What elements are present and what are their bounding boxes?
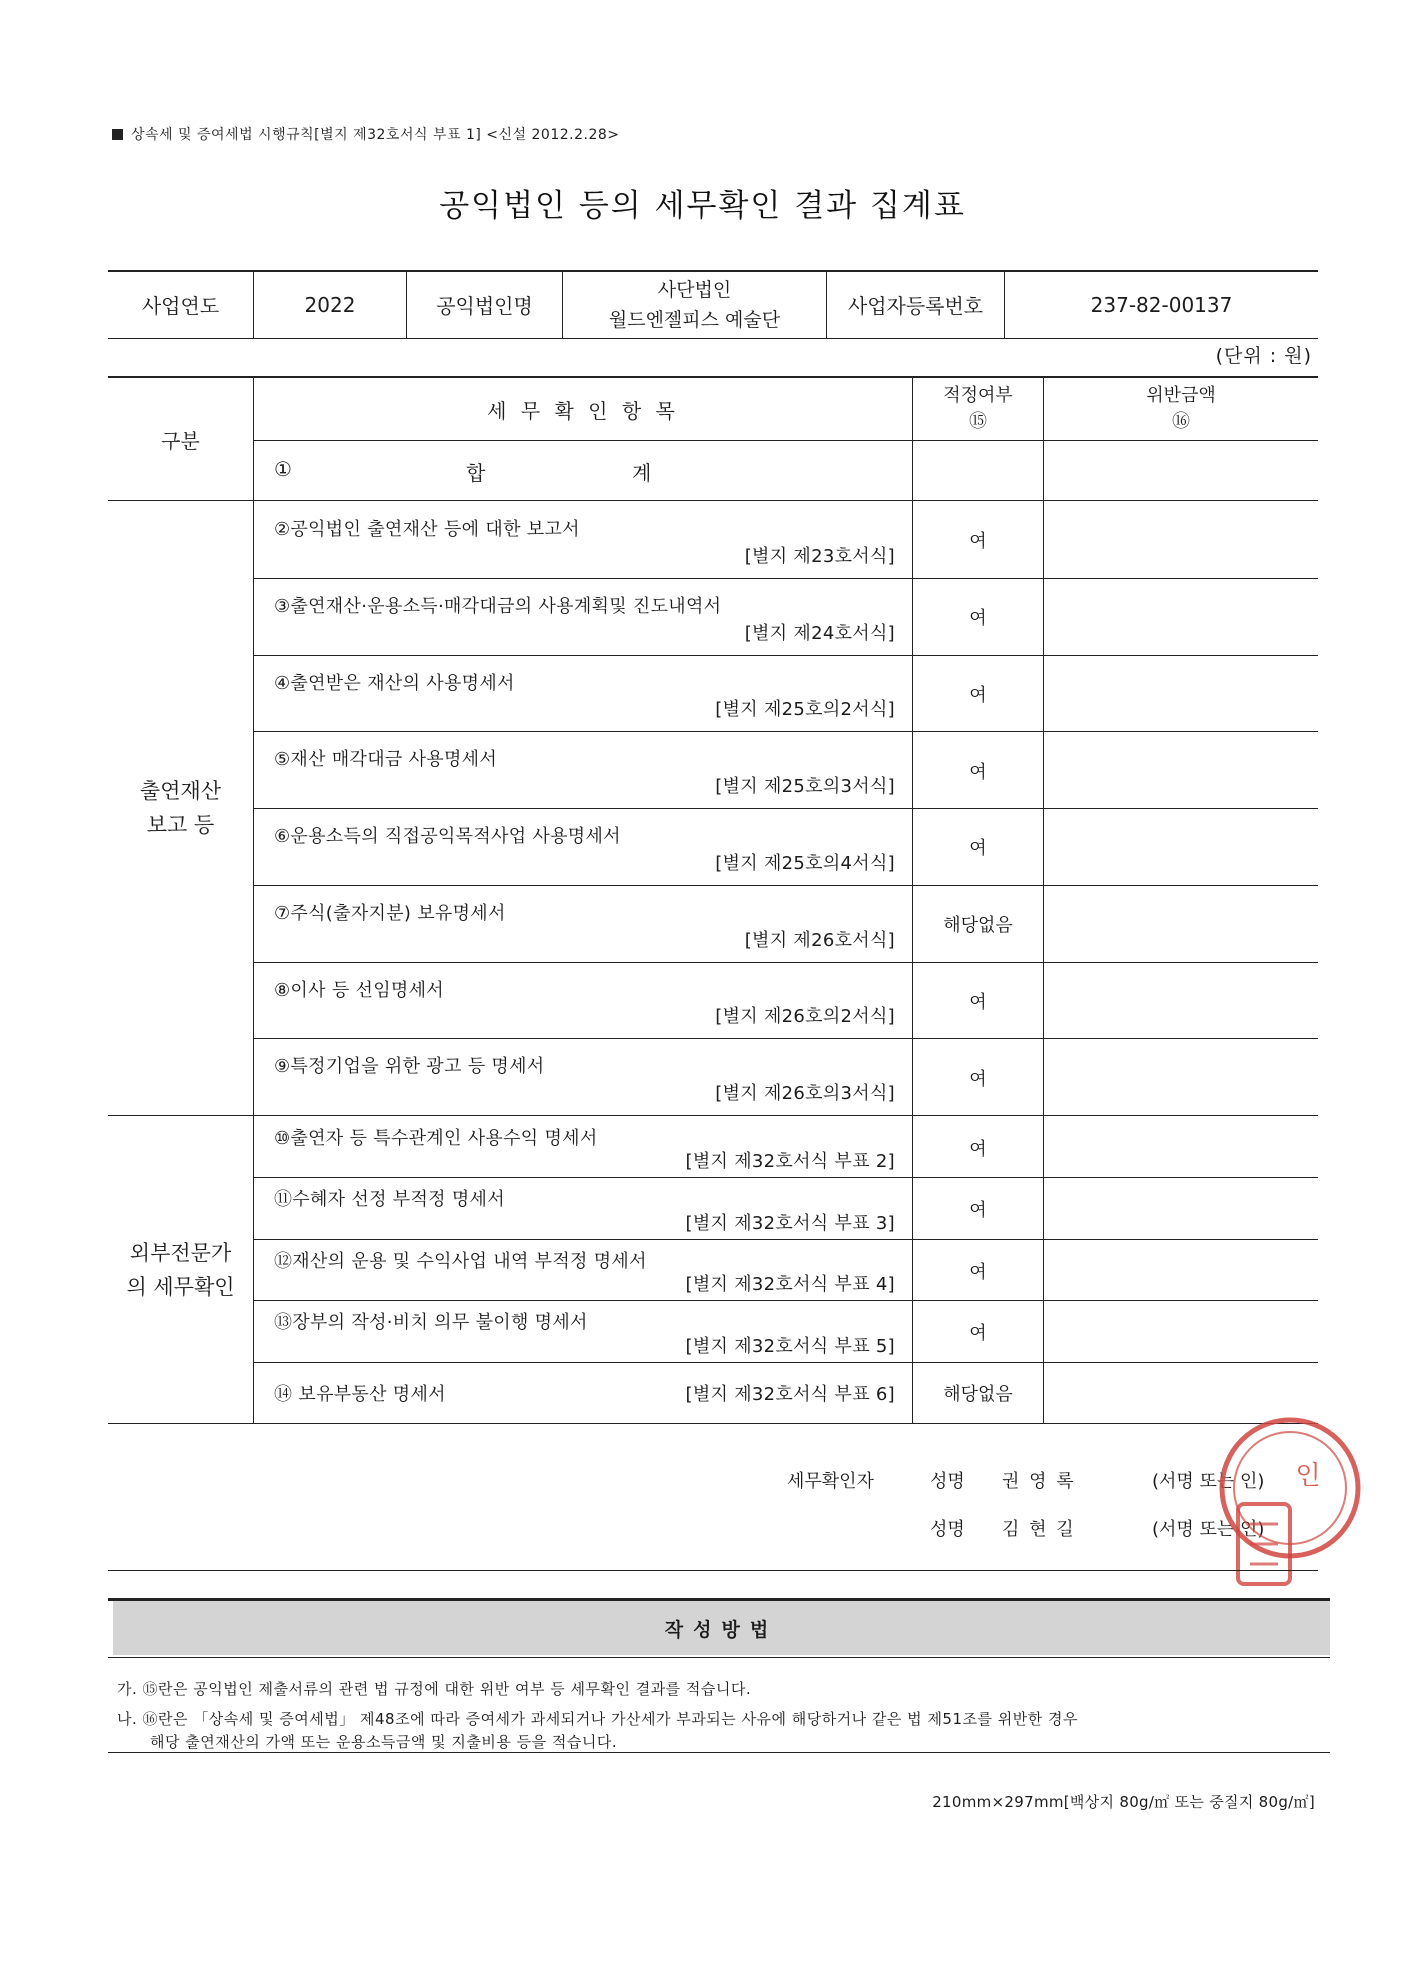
registration-label: 사업자등록번호 xyxy=(847,294,984,318)
item-fit-value: 여 xyxy=(969,608,987,629)
item-title: ⑦주식(출자지분) 보유명세서 xyxy=(274,903,506,924)
item-form-ref: [별지 제25호의3서식] xyxy=(715,776,895,797)
org-name-label: 공익법인명 xyxy=(436,294,533,318)
legal-reference xyxy=(112,124,620,144)
item-form-ref: [별지 제32호서식 부표 2] xyxy=(685,1151,895,1172)
note-b-line2: 해당 출연재산의 가액 또는 운용소득금액 및 지출비용 등을 적습니다. xyxy=(150,1733,618,1751)
year-value: 2022 xyxy=(304,292,356,317)
item-form-ref: [별지 제32호서식 부표 3] xyxy=(685,1213,895,1234)
year-label: 사업연도 xyxy=(141,294,220,318)
reviewer1-name-label: 성명 xyxy=(930,1471,965,1492)
item-form-ref: [별지 제24호서식] xyxy=(744,623,895,644)
org-name-line1: 사단법인 xyxy=(657,278,732,301)
seal-graphic xyxy=(1180,1406,1380,1591)
row-separator xyxy=(254,1115,1318,1116)
row-separator xyxy=(254,731,1318,732)
row-separator xyxy=(254,1038,1318,1039)
reviewer2-sign-hint: (서명 또는 인) xyxy=(1152,1519,1265,1540)
svg-text:인: 인 xyxy=(1295,1461,1321,1491)
item-form-ref: [별지 제32호서식 부표 5] xyxy=(685,1336,895,1357)
amount-column-divider xyxy=(1043,378,1044,1423)
item-title: ⑥운용소득의 직접공익목적사업 사용명세서 xyxy=(274,826,621,847)
signature-bottom-rule xyxy=(108,1570,1318,1571)
item-fit-value: 여 xyxy=(969,838,987,859)
category-header: 구분 xyxy=(161,428,200,453)
item-title: ⑭ 보유부동산 명세서 xyxy=(274,1384,446,1405)
row-separator xyxy=(254,1177,1318,1178)
org-name-line2: 월드엔젤피스 예술단 xyxy=(608,308,781,331)
item-title: ⑪수혜자 선정 부적정 명세서 xyxy=(274,1189,505,1210)
method-bottom-rule xyxy=(108,1752,1330,1753)
row-separator xyxy=(254,808,1318,809)
registration-value: 237-82-00137 xyxy=(1090,292,1233,317)
row-separator xyxy=(254,1239,1318,1240)
row-separator xyxy=(254,962,1318,963)
total-number: ① xyxy=(274,457,292,481)
item-title: ⑬장부의 작성·비치 의무 불이행 명세서 xyxy=(274,1312,588,1333)
amount-header xyxy=(1044,378,1318,440)
item-form-ref: [별지 제26호서식] xyxy=(744,930,895,951)
method-heading: 작성방법 xyxy=(113,1601,1330,1655)
item-fit-value: 여 xyxy=(969,1323,987,1344)
item-form-ref: [별지 제32호서식 부표 6] xyxy=(685,1384,895,1405)
item-fit-value: 해당없음 xyxy=(943,915,1013,936)
info-bottom-rule xyxy=(108,338,1318,339)
reviewer1-sign-hint: (서명 또는 인) xyxy=(1152,1471,1265,1492)
item-fit-value: 여 xyxy=(969,685,987,706)
item-fit-value: 여 xyxy=(969,1069,987,1090)
items-header: 세 무 확 인 항 목 xyxy=(487,398,679,423)
item-form-ref: [별지 제23호서식] xyxy=(744,546,895,567)
reviewer2-name: 김 현 길 xyxy=(1002,1519,1076,1540)
reviewer2-name-label: 성명 xyxy=(930,1519,965,1540)
category-column-divider xyxy=(253,378,254,1423)
item-title: ③출연재산·운용소득·매각대금의 사용계획및 진도내역서 xyxy=(274,596,722,617)
item-fit-value: 여 xyxy=(969,1139,987,1160)
total-label-2: 계 xyxy=(632,461,652,485)
item-title: ⑫재산의 운용 및 수익사업 내역 부적정 명세서 xyxy=(274,1251,647,1272)
note-b-line1: 나. ⑯란은 「상속세 및 증여세법」 제48조에 따라 증여세가 과세되거나 가산세가 부과되는 사유에 해당하거나 같은 법 제51조를 위반한 경우 xyxy=(117,1710,1078,1728)
group2-line1: 외부전문가 xyxy=(129,1240,232,1265)
item-fit-value: 여 xyxy=(969,762,987,783)
row-separator xyxy=(254,1362,1318,1363)
row-separator xyxy=(254,655,1318,656)
item-form-ref: [별지 제25호의2서식] xyxy=(715,699,895,720)
total-rule xyxy=(108,500,1318,501)
item-title: ⑨특정기업을 위한 광고 등 명세서 xyxy=(274,1056,545,1077)
org-name-value xyxy=(563,271,826,338)
item-form-ref: [별지 제26호의3서식] xyxy=(715,1083,895,1104)
group2-line2: 의 세무확인 xyxy=(126,1274,235,1299)
square-bullet-icon xyxy=(112,129,123,140)
reviewer-role-label: 세무확인자 xyxy=(787,1471,874,1492)
unit-note: (단위 : 원) xyxy=(1215,345,1312,367)
legal-reference-text: 상속세 및 증여세법 시행규칙[별지 제32호서식 부표 1] <신설 2012.2.28> xyxy=(131,127,620,143)
table-bottom-rule xyxy=(108,1423,1318,1424)
method-heading-rule xyxy=(108,1657,1330,1658)
amount-header-number: ⑯ xyxy=(1172,411,1190,432)
item-title: ②공익법인 출연재산 등에 대한 보고서 xyxy=(274,519,580,540)
item-fit-value: 여 xyxy=(969,1262,987,1283)
reviewer1-name: 권 영 록 xyxy=(1002,1471,1076,1492)
item-form-ref: [별지 제26호의2서식] xyxy=(715,1006,895,1027)
group1-line1: 출연재산 xyxy=(139,779,222,803)
item-form-ref: [별지 제25호의4서식] xyxy=(715,853,895,874)
item-title: ④출연받은 재산의 사용명세서 xyxy=(274,673,515,694)
item-fit-value: 여 xyxy=(969,1200,987,1221)
fit-header-label: 적정여부 xyxy=(943,385,1013,406)
amount-header-label: 위반금액 xyxy=(1146,385,1216,406)
paper-spec-footer: 210mm×297mm[백상지 80g/㎡ 또는 중질지 80g/㎡] xyxy=(932,1793,1315,1811)
group-contribution-report xyxy=(108,501,253,1115)
item-title: ⑩출연자 등 특수관계인 사용수익 명세서 xyxy=(274,1128,598,1149)
row-separator xyxy=(254,578,1318,579)
item-fit-value: 해당없음 xyxy=(943,1384,1013,1405)
item-title: ⑧이사 등 선임명세서 xyxy=(274,980,444,1001)
group1-line2: 보고 등 xyxy=(146,813,215,837)
item-title: ⑤재산 매각대금 사용명세서 xyxy=(274,749,498,770)
total-label-1: 합 xyxy=(466,461,486,485)
official-seal xyxy=(1180,1406,1380,1591)
item-fit-value: 여 xyxy=(969,992,987,1013)
note-a: 가. ⑮란은 공익법인 제출서류의 관련 법 규정에 대한 위반 여부 등 세무확인 결과를 적습니다. xyxy=(117,1680,752,1698)
item-form-ref: [별지 제32호서식 부표 4] xyxy=(685,1274,895,1295)
fit-header xyxy=(913,378,1043,440)
total-row xyxy=(254,441,912,500)
group-external-review xyxy=(108,1116,253,1423)
row-separator xyxy=(254,1300,1318,1301)
fit-header-number: ⑮ xyxy=(969,411,987,432)
row-separator xyxy=(254,885,1318,886)
item-fit-value: 여 xyxy=(969,531,987,552)
document-title: 공익법인 등의 세무확인 결과 집계표 xyxy=(439,188,966,224)
